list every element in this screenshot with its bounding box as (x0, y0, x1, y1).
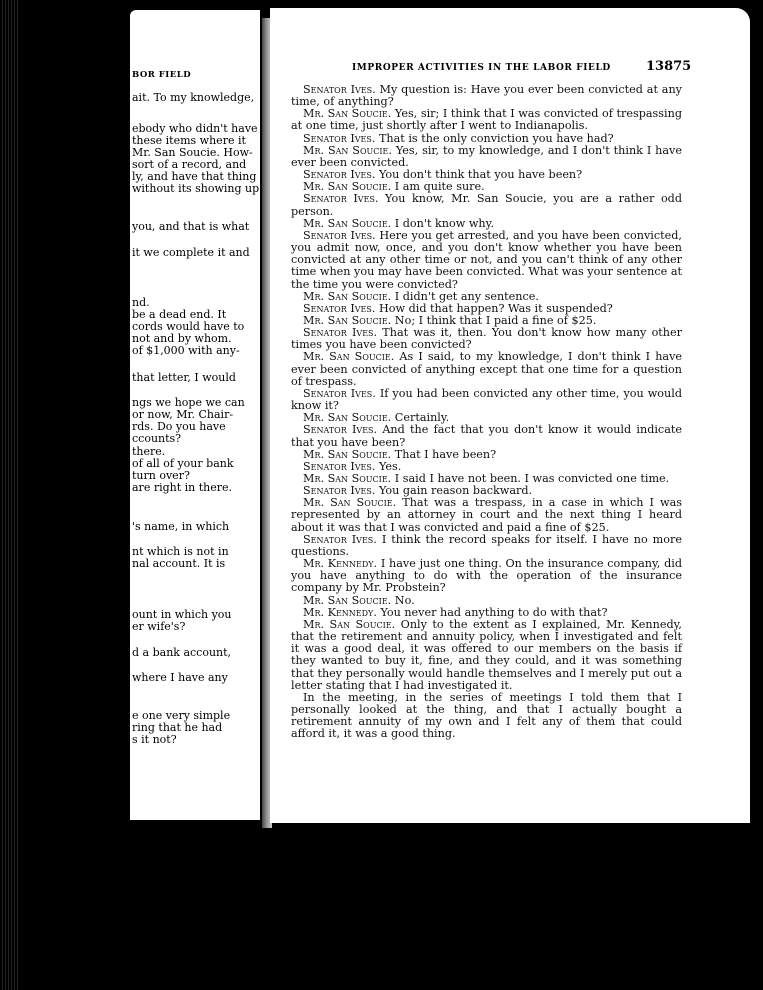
speaker-name: Senator Ives. (303, 83, 376, 96)
left-page-line: ount in which you (132, 608, 232, 621)
left-page-line: turn over? (132, 469, 190, 482)
left-running-header: BOR FIELD (132, 70, 192, 80)
transcript-paragraph (291, 619, 682, 692)
speaker-name: Senator Ives. (303, 423, 378, 437)
transcript-paragraph (291, 534, 682, 558)
speech-text: I don't know why. (391, 216, 495, 230)
speech-text: I didn't get any sentence. (391, 289, 539, 303)
speech-text: In the meeting, in the series of meetings I told them that I personally looked at the thing, and that I actually bought a retirement annuity of my own and I felt any of them that could afford it, it was a good thing. (291, 690, 682, 741)
speaker-name: Mr. San Soucie. (303, 143, 392, 157)
speech-text: You know, Mr. San Soucie, you are a rather odd person. (291, 192, 682, 218)
speaker-name: Mr. San Soucie. (303, 593, 392, 607)
speech-text: And the fact that you don't know it would indicate that you have been? (291, 423, 682, 449)
speech-text: That was it, then. You don't know how many other times you have been convicted? (291, 326, 682, 352)
speech-text: My question is: Have you ever been convicted at any time, of anything? (291, 83, 682, 109)
left-page-line: e one very simple (132, 709, 231, 722)
left-page-line: ebody who didn't have (132, 122, 258, 135)
left-page-line: s it not? (132, 733, 177, 746)
speaker-name: Mr. San Soucie. (303, 472, 392, 485)
left-page-line: not and by whom. (132, 332, 232, 345)
left-page-line: or now, Mr. Chair- (132, 408, 234, 421)
speaker-name: Mr. Kennedy. (303, 557, 378, 571)
left-page-line: you, and that is what (132, 220, 250, 233)
speaker-name: Mr. San Soucie. (303, 411, 392, 425)
transcript-paragraph (291, 145, 682, 169)
speaker-name: Senator Ives. (303, 532, 377, 546)
speech-text: I think the record speaks for itself. I have no more questions. (291, 532, 682, 558)
left-page-line: ring that he had (132, 721, 223, 734)
speaker-name: Mr. San Soucie. (303, 107, 392, 121)
left-page-line: of $1,000 with any- (132, 344, 240, 357)
speech-text: That I have been? (391, 447, 497, 461)
transcript-paragraph (291, 558, 682, 594)
speech-text: You don't think that you have been? (375, 168, 583, 182)
speaker-name: Senator Ives. (303, 301, 376, 315)
left-page-line: d a bank account, (132, 646, 232, 659)
left-page-line: are right in there. (132, 481, 233, 494)
transcript-paragraph (291, 84, 682, 108)
speech-text: That was a trespass, in a case in which I was represented by an attorney in court and the next thing I heard about it was that I was convicted and paid a fine of $25. (291, 496, 682, 534)
left-page-line: nd. (132, 296, 150, 309)
transcript-paragraph (291, 692, 682, 741)
transcript-paragraph (291, 497, 682, 533)
speech-text: As I said, to my knowledge, I don't think I have ever been convicted of anything except that one time for a question of trespass. (291, 350, 683, 388)
speech-text: Yes, sir, to my knowledge, and I don't think I have ever been convicted. (291, 143, 682, 169)
left-page-line: nt which is not in (132, 545, 229, 558)
left-page-line: nal account. It is (132, 557, 226, 570)
speaker-name: Senator Ives. (303, 326, 378, 340)
speaker-name: Mr. San Soucie. (303, 313, 392, 327)
right-page (270, 8, 750, 823)
speech-text: That is the only conviction you have had? (375, 131, 614, 145)
transcript-paragraph (291, 351, 682, 387)
left-page-line: cords would have to (132, 320, 245, 333)
speech-text: No. (391, 593, 415, 607)
speech-text: No; I think that I paid a fine of $25. (391, 313, 597, 327)
speaker-name: Mr. Kennedy. (303, 605, 377, 619)
page-number: 13875 (646, 59, 692, 74)
left-page-line: ccounts? (132, 432, 182, 445)
speaker-name: Mr. San Soucie. (303, 496, 397, 510)
transcript-paragraph (291, 230, 682, 291)
speech-text: How did that happen? Was it suspended? (375, 301, 613, 315)
left-page-line: ly, and have that thing (132, 170, 257, 183)
left-page-line: that letter, I would (132, 371, 236, 384)
speech-text: Yes, sir; I think that I was convicted of trespassing at one time, just shortly after I went to Indianapolis. (291, 107, 682, 133)
speaker-name: Senator Ives. (303, 484, 376, 498)
speech-text: I am quite sure. (391, 180, 485, 194)
speaker-name: Mr. San Soucie. (303, 289, 392, 303)
left-page (130, 10, 260, 820)
speaker-name: Senator Ives. (303, 131, 376, 145)
speech-text: You gain reason backward. (375, 484, 533, 498)
speaker-name: Senator Ives. (303, 228, 376, 242)
left-page-line: where I have any (132, 671, 228, 684)
speaker-name: Senator Ives. (303, 459, 376, 473)
speaker-name: Mr. San Soucie. (303, 350, 395, 364)
transcript-paragraph (291, 193, 682, 217)
speaker-name: Mr. San Soucie. (303, 617, 396, 631)
speaker-name: Senator Ives. (303, 386, 376, 400)
left-page-line: 's name, in which (132, 520, 230, 533)
speech-text: Only to the extent as I explained, Mr. Kennedy, that the retirement and annuity policy, when I investigated and felt it was a good deal, it was offered to our members on the basis if they wanted to buy it, fine, and they could, and it was something that they personally would handle themselves and I merely put out a letter stating that I had investigated it. (291, 617, 682, 692)
left-page-line: these items where it (132, 134, 246, 147)
speech-text: I said I have not been. I was convicted one time. (391, 472, 670, 485)
speech-text: Certainly. (391, 411, 450, 425)
speech-text: You never had anything to do with that? (376, 605, 608, 619)
speech-text: Yes. (375, 459, 402, 473)
left-page-line: be a dead end. It (132, 308, 227, 321)
speech-text: Here you get arrested, and you have been convicted, you admit now, once, and you don't know whether you have been convicted at any other time or not, and you can't think of any other time when you may have been convicted. What was your sentence at the time you were convicted? (291, 228, 682, 291)
left-page-line: of all of your bank (132, 457, 234, 470)
transcript-paragraph (291, 388, 682, 412)
transcript-paragraph (291, 424, 682, 448)
left-page-line: it we complete it and (132, 246, 250, 259)
left-page-line: ait. To my knowledge, (132, 91, 255, 104)
speech-text: I have just one thing. On the insurance company, did you have anything to do with the operation of the insurance company by Mr. Probstein? (291, 557, 682, 595)
left-page-line: ngs we hope we can (132, 396, 245, 409)
running-header: IMPROPER ACTIVITIES IN THE LABOR FIELD (352, 63, 611, 73)
left-page-line: without its showing up (132, 182, 260, 195)
speaker-name: Senator Ives. (303, 168, 376, 182)
left-page-line: Mr. San Soucie. How- (132, 146, 253, 159)
transcript-paragraph (291, 108, 682, 132)
left-page-line: rds. Do you have (132, 420, 226, 433)
left-page-line: there. (132, 445, 166, 458)
left-page-line: er wife's? (132, 620, 186, 633)
transcript-paragraph (291, 327, 682, 351)
speech-text: If you had been convicted any other time, you would know it? (291, 386, 682, 413)
left-page-line: sort of a record, and (132, 158, 247, 171)
speaker-name: Mr. San Soucie. (303, 216, 392, 230)
scan-edge (0, 0, 18, 990)
transcript-body (291, 84, 682, 740)
speaker-name: Senator Ives. (303, 192, 379, 206)
speaker-name: Mr. San Soucie. (303, 180, 392, 194)
speaker-name: Mr. San Soucie. (303, 447, 392, 461)
